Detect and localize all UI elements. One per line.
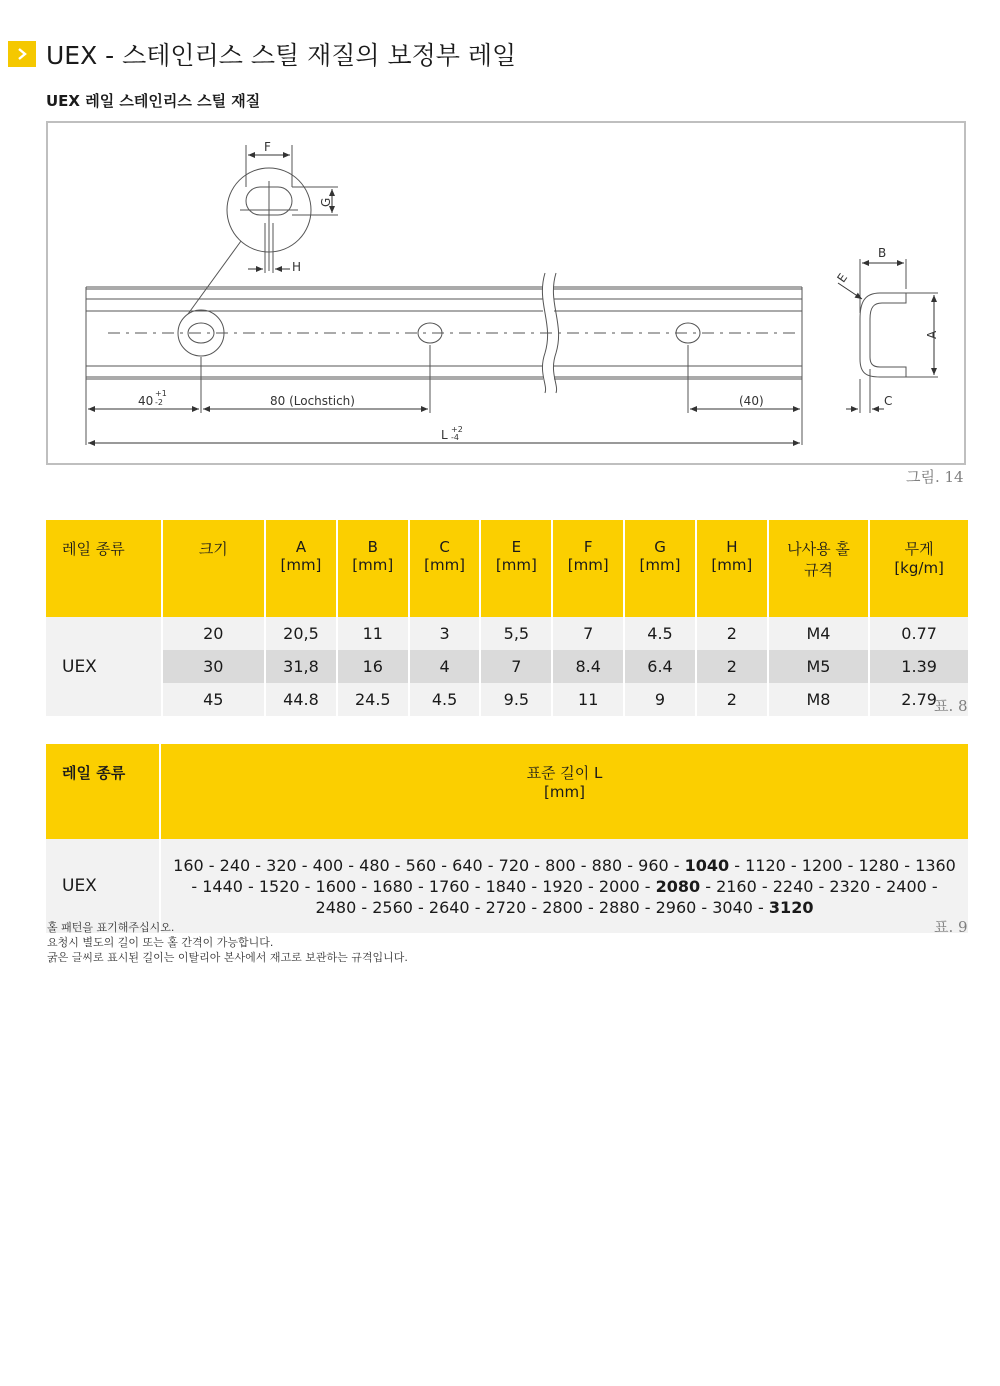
table-cell: 44.8: [266, 683, 336, 716]
length-value: 2880: [598, 897, 640, 917]
length-value: 1120: [745, 855, 786, 875]
header-label: 크기: [198, 540, 228, 558]
table-cell: 9.5: [481, 683, 551, 716]
table-cell: 4.5: [625, 617, 695, 650]
table-cell: 2.79: [870, 683, 968, 716]
table-row: [46, 683, 968, 716]
header-standard-length: [161, 744, 968, 839]
table-cell: 31,8: [266, 650, 336, 683]
table-cell: 11: [338, 617, 408, 650]
label-H: H: [292, 260, 302, 274]
header-label: B: [367, 538, 378, 556]
header-label: G: [654, 538, 666, 556]
length-value: 3120: [768, 897, 814, 917]
length-value: 2240: [772, 876, 814, 896]
header-label: H: [726, 538, 738, 556]
length-value: 2560: [372, 897, 413, 917]
dim-L: L: [441, 428, 448, 442]
rail-drawing: [46, 121, 966, 465]
label-C: C: [884, 394, 893, 408]
length-value: 1680: [372, 876, 413, 896]
table-header-cell: [870, 520, 968, 617]
header-unit: [mm]: [280, 556, 322, 574]
length-value: 480: [359, 855, 390, 875]
header-length-unit: [mm]: [544, 783, 585, 801]
length-value: 960: [638, 855, 669, 875]
table-header-cell: [163, 520, 264, 617]
header-unit: [mm]: [711, 556, 753, 574]
table-row: [46, 650, 968, 683]
length-value: 880: [591, 855, 623, 875]
header-unit: [mm]: [495, 556, 537, 574]
table-cell: 2: [697, 683, 767, 716]
chevron-right-icon: [8, 41, 36, 67]
table-cell: M5: [769, 650, 869, 683]
header-unit: [mm]: [639, 556, 681, 574]
note-item: 굵은 글씨로 표시된 길이는 이탈리아 본사에서 재고로 보관하는 규격입니다.: [47, 951, 408, 964]
note-item: 홀 패턴을 표기해주십시오.: [47, 921, 175, 934]
figure-caption: 그림. 14: [906, 468, 964, 486]
length-value: 2400: [886, 876, 927, 896]
label-E: E: [834, 270, 851, 286]
length-value: 2720: [485, 897, 527, 917]
page-header: [8, 36, 516, 72]
header-unit: 규격: [803, 561, 833, 579]
dim-80: 80 (Lochstich): [270, 394, 355, 408]
length-value: 1520: [258, 876, 300, 896]
dim-40-tol-down: -2: [155, 398, 163, 407]
table-cell: 1.39: [870, 650, 968, 683]
table-header-cell: [553, 520, 623, 617]
dim-40-tol-up: +1: [155, 389, 167, 398]
dim-L-tol-down: -4: [451, 433, 459, 442]
header-label: 무게: [904, 540, 934, 558]
dim-L-tol-up: +2: [451, 425, 463, 434]
length-value: 1440: [202, 876, 243, 896]
length-value: 1920: [542, 876, 583, 896]
length-value: 2800: [542, 897, 583, 917]
header-unit: [mm]: [424, 556, 466, 574]
table-cell: 16: [338, 650, 408, 683]
header-unit: [mm]: [567, 556, 609, 574]
table-cell: 2: [697, 650, 767, 683]
length-value: 1200: [801, 855, 843, 875]
length-value: 1600: [315, 876, 357, 896]
header-label: F: [583, 538, 593, 556]
section-subtitle: UEX 레일 스테인리스 스틸 재질: [46, 92, 261, 110]
table-header-cell: [481, 520, 551, 617]
label-F: F: [264, 140, 271, 154]
length-value: 2160: [716, 876, 757, 896]
table-cell: 45: [163, 683, 264, 716]
table-header-cell: [697, 520, 767, 617]
table-row: [46, 617, 968, 650]
header-unit: [kg/m]: [894, 559, 944, 577]
length-value: 800: [545, 855, 576, 875]
length-value: 1280: [858, 855, 900, 875]
page-title: UEX - 스테인리스 스틸 재질의 보정부 레일: [46, 41, 517, 70]
table-cell: M4: [769, 617, 869, 650]
dim-40-end: (40): [739, 394, 764, 408]
table-header-cell: [266, 520, 336, 617]
table-cell: 6.4: [625, 650, 695, 683]
table-header-cell: [625, 520, 695, 617]
table8-caption: 표. 8: [934, 697, 968, 715]
table-cell: 20,5: [266, 617, 336, 650]
length-list: 160 - 240 - 320 - 400 - 480 - 560 - 640 - 720 - 800 - 880 - 960 - 1040 - 1120 - 1200 - 1280 - 1360 - 1440 - 1520 - 1600 - 1680 - 1760 - 1840 - 1920 - 2000 - 2080 - 2160 - 2240 - 2320 - 2400 - 2480 - 2560 - 2640 - 2720 - 2800 - 2880 - 2960 - 3040 - 3120: [161, 839, 968, 933]
length-value: 1840: [485, 876, 527, 896]
length-value: 400: [312, 855, 344, 875]
table-header-cell: [338, 520, 408, 617]
table9-caption: 표. 9: [934, 918, 968, 936]
length-value: 240: [219, 855, 251, 875]
length-value: 160: [173, 855, 204, 875]
table-cell: 2: [697, 617, 767, 650]
table-cell: 9: [625, 683, 695, 716]
table-header-row: [46, 520, 968, 617]
label-G: G: [319, 197, 333, 207]
label-B: B: [878, 246, 887, 260]
rail-dimensions-table: [44, 520, 970, 716]
table-header-cell: [769, 520, 869, 617]
header-rail-type: 레일 종류: [46, 744, 159, 839]
table-cell: 0.77: [870, 617, 968, 650]
rail-type-cell: UEX: [46, 617, 161, 716]
table-header-cell: [410, 520, 480, 617]
table-row: [46, 839, 968, 933]
length-value: 2000: [598, 876, 640, 896]
length-value: 1040: [684, 855, 730, 875]
length-value: 1760: [428, 876, 470, 896]
length-value: 2960: [655, 897, 697, 917]
header-label: 나사용 홀: [787, 540, 850, 558]
length-value: 320: [266, 855, 297, 875]
table-cell: 7: [553, 617, 623, 650]
rail-drawing-svg: [48, 123, 964, 463]
length-value: 720: [498, 855, 530, 875]
table-header-cell: [46, 520, 161, 617]
length-value: 2640: [428, 897, 470, 917]
length-value: 2320: [829, 876, 871, 896]
table-cell: M8: [769, 683, 869, 716]
rail-type-cell: UEX: [46, 839, 159, 933]
footnotes: [47, 920, 408, 965]
table-cell: 4: [410, 650, 480, 683]
header-unit: [mm]: [352, 556, 394, 574]
header-label: A: [295, 538, 307, 556]
header-label: E: [511, 538, 522, 556]
length-value: 2480: [315, 897, 357, 917]
table-cell: 4.5: [410, 683, 480, 716]
table-cell: 8.4: [553, 650, 623, 683]
length-value: 560: [405, 855, 437, 875]
table-cell: 20: [163, 617, 264, 650]
table-cell: 3: [410, 617, 480, 650]
table-cell: 30: [163, 650, 264, 683]
table-cell: 7: [481, 650, 551, 683]
header-label: 레일 종류: [62, 540, 125, 558]
table-cell: 24.5: [338, 683, 408, 716]
length-value: 3040: [712, 897, 753, 917]
standard-length-table: [44, 744, 970, 933]
table-cell: 5,5: [481, 617, 551, 650]
length-value: 1360: [915, 855, 956, 875]
header-length-label: 표준 길이 L: [526, 764, 603, 782]
dim-40: 40: [138, 394, 154, 408]
note-item: 요청시 별도의 길이 또는 홀 간격이 가능합니다.: [47, 936, 274, 949]
table-header-row: [46, 744, 968, 839]
header-label: C: [439, 538, 450, 556]
length-value: 2080: [655, 876, 701, 896]
label-A: A: [925, 330, 939, 339]
table-cell: 11: [553, 683, 623, 716]
length-value: 640: [452, 855, 483, 875]
